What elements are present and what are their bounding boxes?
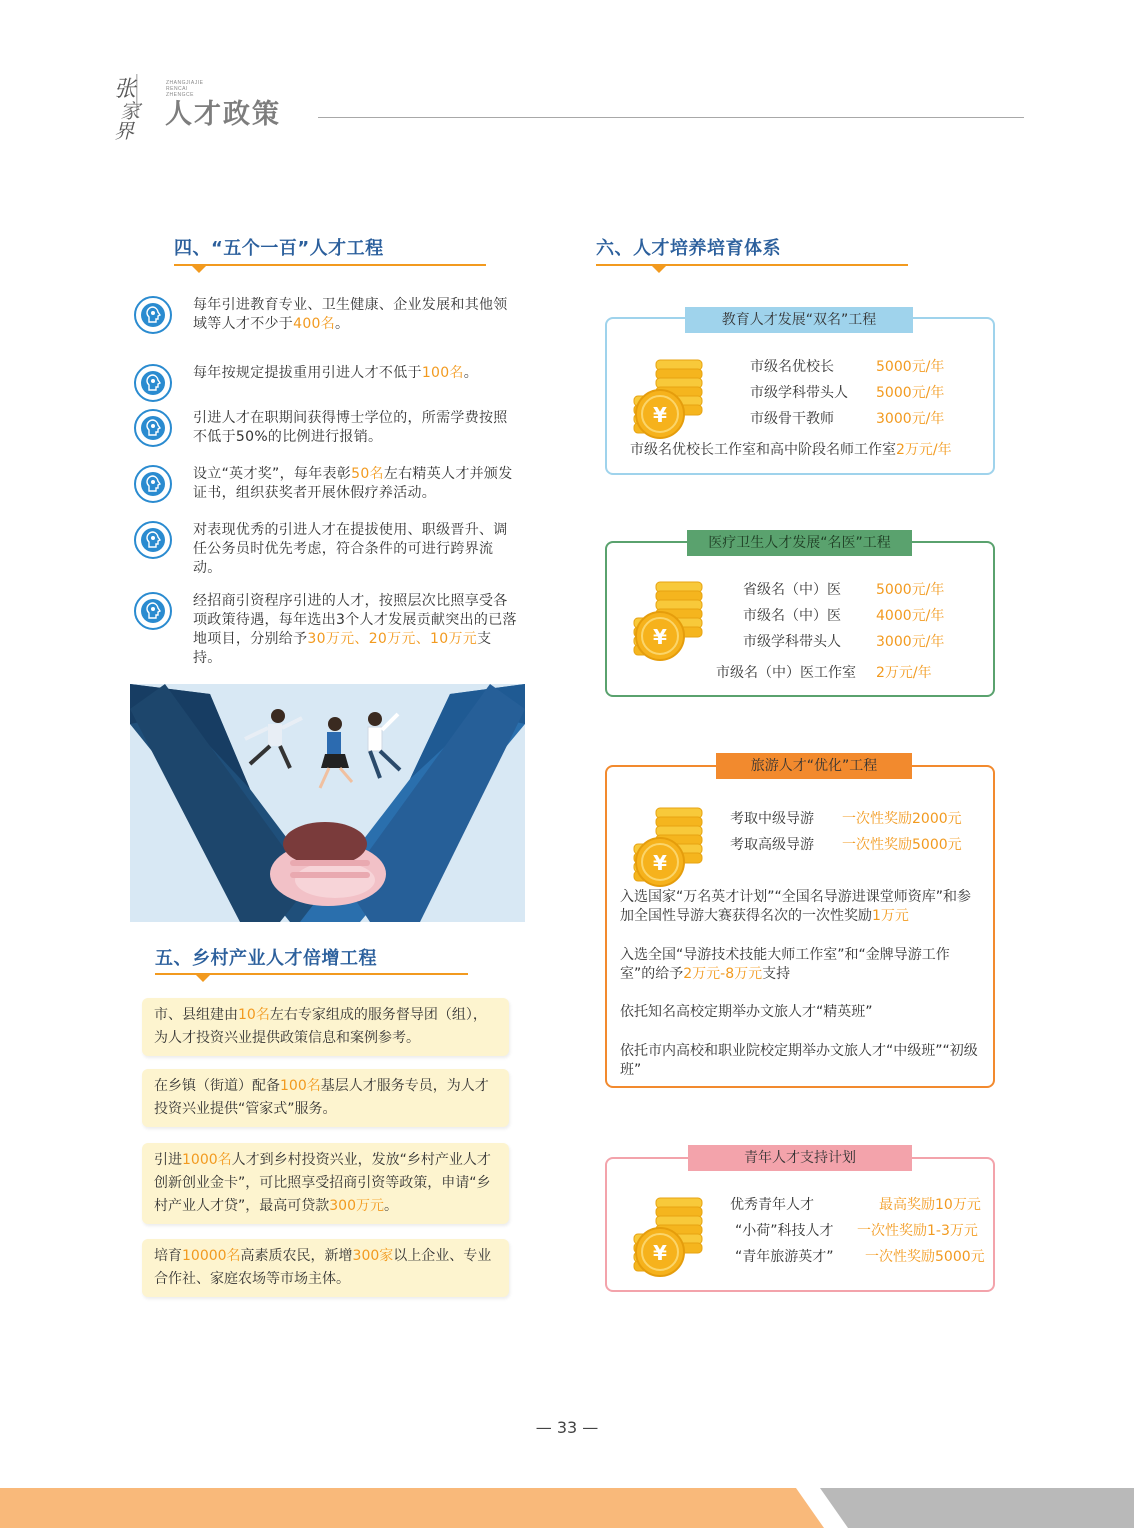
card-youth-label: 青年人才支持计划 — [688, 1145, 912, 1171]
svg-text:¥: ¥ — [653, 625, 667, 649]
policy-list-item: 设立“英才奖”，每年表彰50名左右精英人才并颁发证书，组织获奖者开展休假疗养活动。 — [193, 466, 513, 501]
reward-item-value: 5000元/年 — [876, 385, 945, 401]
card-medical-footer: 市级名（中）医工作室 2万元/年 — [716, 665, 932, 681]
reward-item-value: 一次性奖励5000元 — [842, 837, 962, 853]
svg-text:¥: ¥ — [653, 1241, 667, 1265]
section6-notch — [652, 266, 666, 273]
reward-item-value: 3000元/年 — [876, 411, 945, 427]
reward-item-name: “小荷”科技人才 — [735, 1223, 834, 1239]
coin-stack-icon — [630, 574, 706, 666]
brand-calligraphy-logo — [112, 72, 162, 142]
reward-item-value: 一次性奖励2000元 — [842, 811, 962, 827]
tourism-policy-3: 依托知名高校定期举办文旅人才“精英班” — [620, 1004, 873, 1020]
card-tourism-label: 旅游人才“优化”工程 — [716, 753, 912, 779]
svg-text:¥: ¥ — [653, 851, 667, 875]
card-education-footer: 市级名优校长工作室和高中阶段名师工作室2万元/年 — [630, 442, 952, 458]
policy-list-item: 每年引进教育专业、卫生健康、企业发展和其他领域等人才不少于400名。 — [193, 297, 508, 332]
idea-head-icon — [134, 592, 172, 630]
idea-head-icon — [134, 409, 172, 447]
tourism-policy-1: 入选国家“万名英才计划”“全国名导游进课堂师资库”和参加全国性导游大赛获得名次的一次性奖励1万元 — [620, 889, 972, 924]
reward-item-name: 市级名（中）医 — [743, 608, 841, 624]
reward-item-name: 优秀青年人才 — [730, 1197, 814, 1213]
reward-item-name: 市级学科带头人 — [743, 634, 841, 650]
coin-stack-icon — [630, 1190, 706, 1282]
reward-item-name: 考取高级导游 — [730, 837, 814, 853]
reward-item-value: 5000元/年 — [876, 359, 945, 375]
page-number: — 33 — — [535, 1418, 599, 1437]
svg-text:界: 界 — [114, 119, 134, 142]
card-medical-label: 医疗卫生人才发展“名医”工程 — [687, 530, 912, 556]
page-title: 人才政策 — [165, 99, 281, 130]
section6-title: 六、人才培养培育体系 — [596, 238, 781, 259]
svg-text:张: 张 — [114, 77, 137, 102]
section4-notch — [192, 266, 206, 273]
rural-talent-policy-box: 培育10000名高素质农民，新增300家以上企业、专业合作社、家庭农场等市场主体。 — [142, 1239, 509, 1297]
policy-list-item: 每年按规定提拔重用引进人才不低于100名。 — [193, 365, 479, 381]
idea-head-icon — [134, 364, 172, 402]
rural-talent-policy-box: 市、县组建由10名左右专家组成的服务督导团（组），为人才投资兴业提供政策信息和案例参考。 — [142, 998, 509, 1056]
reward-item-name: 考取中级导游 — [730, 811, 814, 827]
idea-head-icon — [134, 296, 172, 334]
svg-text:¥: ¥ — [653, 403, 667, 427]
reward-item-name: 市级名优校长 — [750, 359, 834, 375]
svg-text:家: 家 — [120, 99, 140, 123]
idea-head-icon — [134, 521, 172, 559]
policy-list-item: 引进人才在职期间获得博士学位的，所需学费按照不低于50%的比例进行报销。 — [193, 410, 508, 445]
section4-underline — [174, 264, 486, 266]
card-education-label: 教育人才发展“双名”工程 — [685, 307, 913, 333]
tourism-policy-4: 依托市内高校和职业院校定期举办文旅人才“中级班”“初级班” — [620, 1043, 978, 1078]
rural-talent-policy-box: 引进1000名人才到乡村投资兴业，发放“乡村产业人才创新创业金卡”，可比照享受招商引资等政策，申请“乡村产业人才贷”，最高可贷款300万元。 — [142, 1143, 509, 1224]
brand-subtitle-small: ZHANGJIAJIE RENCAI ZHENGCE — [166, 80, 204, 98]
reward-item-value: 3000元/年 — [876, 634, 945, 650]
policy-list-item: 经招商引资程序引进的人才，按照层次比照享受各项政策待遇，每年选出3个人才发展贡献突出的已落地项目，分别给予30万元、20万元、10万元支持。 — [193, 593, 517, 666]
reward-item-name: 省级名（中）医 — [743, 582, 841, 598]
reward-item-name: “青年旅游英才” — [735, 1249, 834, 1265]
footer-band — [0, 1488, 1134, 1528]
section5-title: 五、乡村产业人才倍增工程 — [155, 948, 377, 969]
reward-item-value: 最高奖励10万元 — [879, 1197, 981, 1213]
header-divider — [318, 117, 1024, 118]
reward-item-value: 一次性奖励5000元 — [865, 1249, 985, 1265]
policy-list-item: 对表现优秀的引进人才在提拔使用、职级晋升、调任公务员时优先考虑，符合条件的可进行跨界流动。 — [193, 522, 508, 576]
section4-title: 四、“五个一百”人才工程 — [174, 238, 384, 259]
reward-item-name: 市级骨干教师 — [750, 411, 834, 427]
reward-item-value: 5000元/年 — [876, 582, 945, 598]
idea-head-icon — [134, 465, 172, 503]
section6-underline — [596, 264, 908, 266]
tourism-policy-2: 入选全国“导游技术技能大师工作室”和“金牌导游工作室”的给予2万元-8万元支持 — [620, 947, 950, 982]
reward-item-name: 市级学科带头人 — [750, 385, 848, 401]
handshake-illustration — [130, 684, 525, 922]
coin-stack-icon — [630, 800, 706, 892]
reward-item-value: 4000元/年 — [876, 608, 945, 624]
section5-notch — [196, 975, 210, 982]
rural-talent-policy-box: 在乡镇（街道）配备100名基层人才服务专员，为人才投资兴业提供“管家式”服务。 — [142, 1069, 509, 1127]
coin-stack-icon — [630, 352, 706, 444]
reward-item-value: 一次性奖励1-3万元 — [857, 1223, 978, 1239]
